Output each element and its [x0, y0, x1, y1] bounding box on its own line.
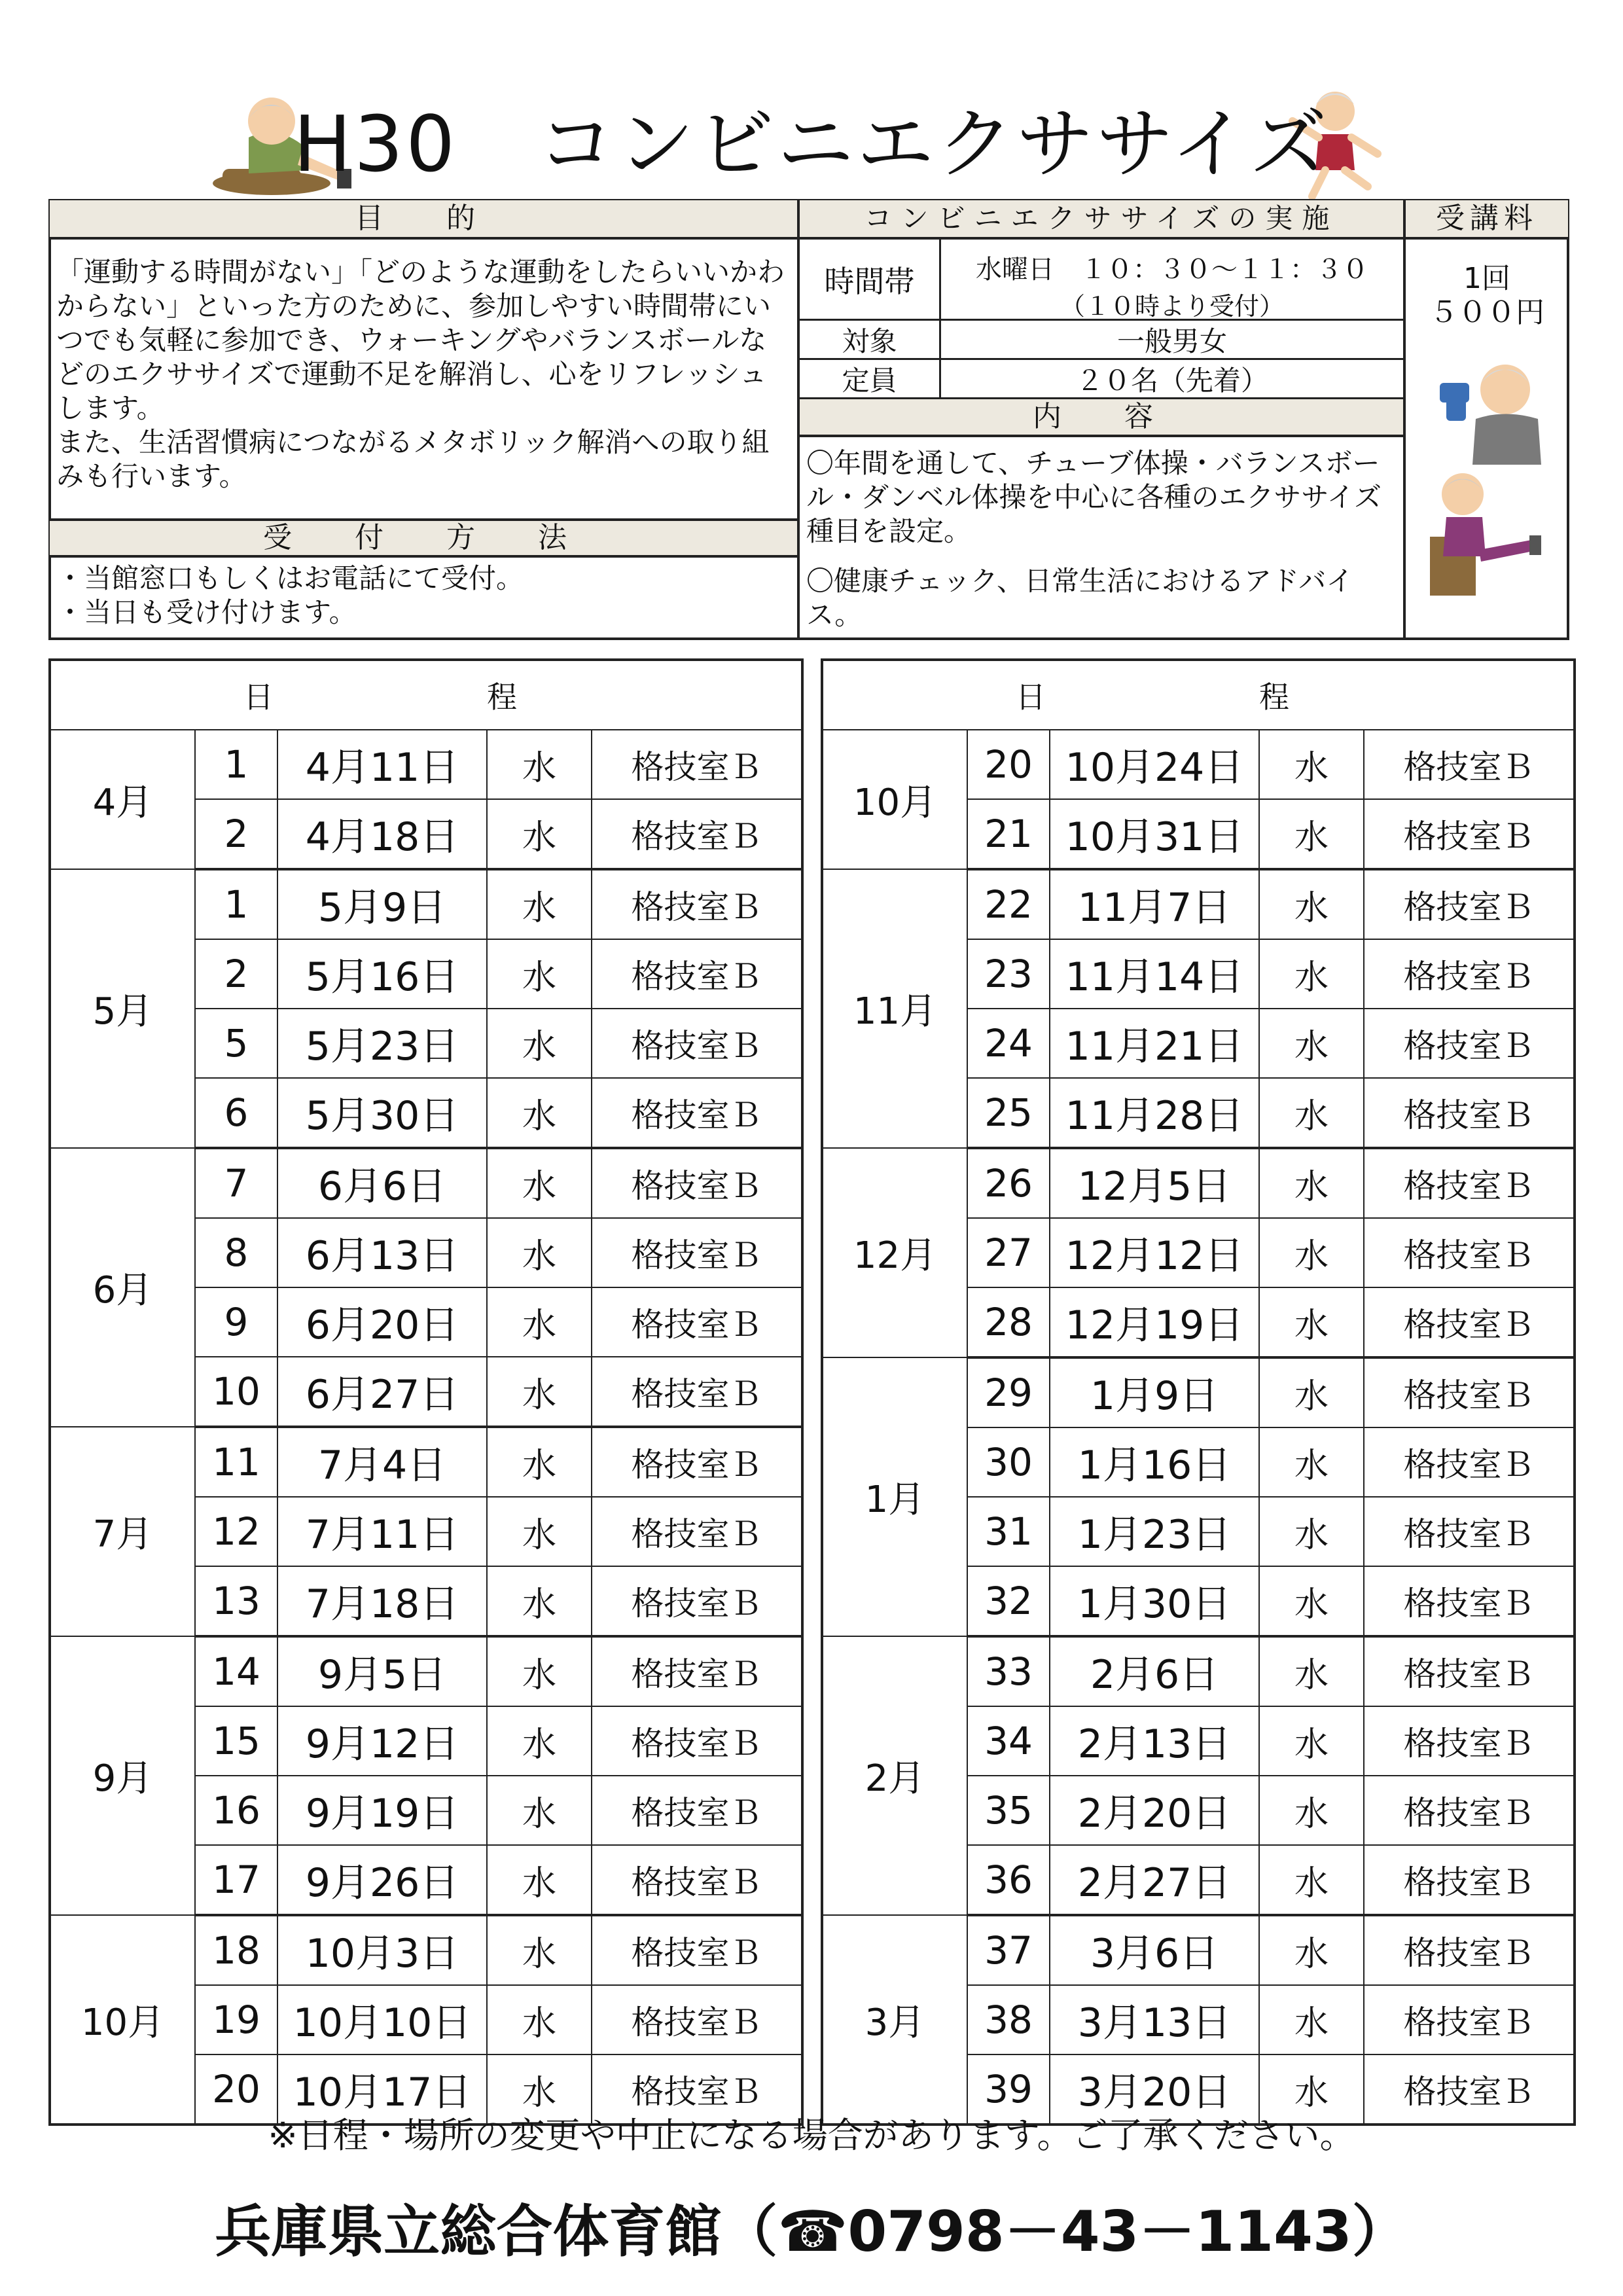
fee-line-1: 1回: [1463, 262, 1510, 295]
session-date: 12月12日: [1050, 1218, 1259, 1287]
weekday: 水: [487, 1915, 592, 1985]
session-number: 28: [967, 1287, 1050, 1357]
room: 格技室Ｂ: [1364, 1915, 1575, 1985]
room: 格技室Ｂ: [592, 1427, 802, 1497]
session-date: 2月27日: [1050, 1845, 1259, 1915]
room: 格技室Ｂ: [592, 1357, 802, 1427]
session-number: 21: [967, 799, 1050, 869]
room: 格技室Ｂ: [592, 1218, 802, 1287]
table-row: [50, 869, 802, 939]
schedule-header: 日 程: [822, 660, 1575, 730]
room: 格技室Ｂ: [1364, 1078, 1575, 1148]
table-row: [50, 1427, 802, 1497]
weekday: 水: [1259, 1009, 1364, 1078]
session-number: 9: [195, 1287, 277, 1357]
month-cell: 10月: [822, 730, 967, 869]
room: 格技室Ｂ: [1364, 1776, 1575, 1845]
month-cell: 3月: [822, 1915, 967, 2125]
session-date: 3月20日: [1050, 2054, 1259, 2125]
weekday: 水: [1259, 1287, 1364, 1357]
weekday: 水: [1259, 1497, 1364, 1566]
weekday: 水: [1259, 1078, 1364, 1148]
room: 格技室Ｂ: [592, 939, 802, 1009]
session-date: 11月14日: [1050, 939, 1259, 1009]
table-row: [822, 730, 1575, 799]
weekday: 水: [487, 1636, 592, 1706]
room: 格技室Ｂ: [1364, 1218, 1575, 1287]
weekday: 水: [1259, 1427, 1364, 1497]
weekday: 水: [487, 1706, 592, 1776]
session-number: 32: [967, 1566, 1050, 1636]
session-number: 7: [195, 1148, 277, 1218]
target-value: 一般男女: [941, 321, 1403, 360]
room: 格技室Ｂ: [1364, 1009, 1575, 1078]
room: 格技室Ｂ: [1364, 1706, 1575, 1776]
implementation-header: コンビニエクササイズの実施: [800, 200, 1403, 240]
time-value: 水曜日 １０：３０～１１：３０: [976, 255, 1368, 285]
room: 格技室Ｂ: [1364, 1427, 1575, 1497]
weekday: 水: [487, 869, 592, 939]
room: 格技室Ｂ: [592, 1148, 802, 1218]
room: 格技室Ｂ: [592, 1078, 802, 1148]
month-cell: 7月: [50, 1427, 195, 1636]
room: 格技室Ｂ: [592, 1845, 802, 1915]
session-date: 3月13日: [1050, 1985, 1259, 2054]
session-number: 6: [195, 1078, 277, 1148]
weekday: 水: [487, 2054, 592, 2125]
weekday: 水: [487, 1427, 592, 1497]
session-date: 7月18日: [277, 1566, 487, 1636]
weekday: 水: [487, 1218, 592, 1287]
session-date: 10月17日: [277, 2054, 487, 2125]
session-number: 15: [195, 1706, 277, 1776]
table-row: [822, 1148, 1575, 1218]
weekday: 水: [1259, 1845, 1364, 1915]
month-cell: 9月: [50, 1636, 195, 1915]
content-item-1: 〇年間を通して、チューブ体操・バランスボール・ダンベル体操を中心に各種のエクササイズ種目を設定。: [806, 447, 1382, 547]
session-number: 30: [967, 1427, 1050, 1497]
session-date: 1月23日: [1050, 1497, 1259, 1566]
room: 格技室Ｂ: [592, 730, 802, 799]
table-row: [822, 1636, 1575, 1706]
weekday: 水: [487, 1497, 592, 1566]
weekday: 水: [1259, 1776, 1364, 1845]
table-row: [822, 1357, 1575, 1427]
reception-item: ・当日も受け付けます。: [56, 596, 357, 628]
session-number: 2: [195, 939, 277, 1009]
table-row: [50, 730, 802, 799]
weekday: 水: [487, 1776, 592, 1845]
room: 格技室Ｂ: [1364, 1287, 1575, 1357]
session-date: 6月27日: [277, 1357, 487, 1427]
session-date: 6月6日: [277, 1148, 487, 1218]
contact-footer: 兵庫県立総合体育館（☎0798－43－1143）: [215, 2199, 1408, 2265]
session-date: 9月26日: [277, 1845, 487, 1915]
session-number: 24: [967, 1009, 1050, 1078]
room: 格技室Ｂ: [592, 1287, 802, 1357]
table-row: [50, 1148, 802, 1218]
table-row: [822, 869, 1575, 939]
table-row: [822, 1915, 1575, 1985]
session-number: 25: [967, 1078, 1050, 1148]
room: 格技室Ｂ: [592, 1985, 802, 2054]
weekday: 水: [487, 799, 592, 869]
content-item-2: 〇健康チェック、日常生活におけるアドバイス。: [806, 565, 1354, 631]
weekday: 水: [487, 730, 592, 799]
session-number: 20: [195, 2054, 277, 2125]
session-number: 22: [967, 869, 1050, 939]
session-date: 5月9日: [277, 869, 487, 939]
schedule-table-left: [48, 658, 804, 2126]
session-number: 2: [195, 799, 277, 869]
weekday: 水: [487, 1566, 592, 1636]
session-date: 3月6日: [1050, 1915, 1259, 1985]
weekday: 水: [1259, 2054, 1364, 2125]
room: 格技室Ｂ: [1364, 730, 1575, 799]
weekday: 水: [487, 1148, 592, 1218]
room: 格技室Ｂ: [1364, 1845, 1575, 1915]
weekday: 水: [487, 1078, 592, 1148]
session-date: 5月16日: [277, 939, 487, 1009]
room: 格技室Ｂ: [1364, 1357, 1575, 1427]
weekday: 水: [1259, 1985, 1364, 2054]
month-cell: 1月: [822, 1357, 967, 1636]
month-cell: 4月: [50, 730, 195, 869]
session-date: 2月13日: [1050, 1706, 1259, 1776]
table-row: [50, 1915, 802, 1985]
reception-list: [56, 562, 792, 630]
room: 格技室Ｂ: [592, 799, 802, 869]
session-date: 5月23日: [277, 1009, 487, 1078]
weekday: 水: [1259, 939, 1364, 1009]
session-date: 6月20日: [277, 1287, 487, 1357]
room: 格技室Ｂ: [1364, 1497, 1575, 1566]
session-number: 1: [195, 730, 277, 799]
session-number: 29: [967, 1357, 1050, 1427]
fee-header: 受講料: [1406, 200, 1568, 240]
fee-block: [1406, 262, 1568, 330]
session-date: 11月7日: [1050, 869, 1259, 939]
session-date: 10月24日: [1050, 730, 1259, 799]
room: 格技室Ｂ: [1364, 939, 1575, 1009]
month-cell: 11月: [822, 869, 967, 1148]
weekday: 水: [1259, 869, 1364, 939]
capacity-label: 定員: [800, 360, 941, 399]
room: 格技室Ｂ: [592, 1706, 802, 1776]
room: 格技室Ｂ: [592, 2054, 802, 2125]
weekday: 水: [1259, 1218, 1364, 1287]
target-label: 対象: [800, 321, 941, 360]
room: 格技室Ｂ: [1364, 1985, 1575, 2054]
session-number: 20: [967, 730, 1050, 799]
weekday: 水: [1259, 1706, 1364, 1776]
weekday: 水: [487, 939, 592, 1009]
time-note: （１０時より受付）: [1060, 292, 1284, 321]
schedule-note: ※日程・場所の変更や中止になる場合があります。ご了承ください。: [268, 2115, 1355, 2156]
schedule-table-right: [821, 658, 1576, 2126]
time-label: 時間帯: [800, 240, 941, 321]
room: 格技室Ｂ: [1364, 1148, 1575, 1218]
session-date: 4月11日: [277, 730, 487, 799]
session-number: 11: [195, 1427, 277, 1497]
session-number: 14: [195, 1636, 277, 1706]
room: 格技室Ｂ: [592, 1636, 802, 1706]
session-number: 16: [195, 1776, 277, 1845]
session-date: 10月10日: [277, 1985, 487, 2054]
session-date: 11月28日: [1050, 1078, 1259, 1148]
room: 格技室Ｂ: [1364, 1566, 1575, 1636]
weekday: 水: [1259, 1915, 1364, 1985]
weekday: 水: [487, 1845, 592, 1915]
weekday: 水: [487, 1287, 592, 1357]
session-number: 26: [967, 1148, 1050, 1218]
session-number: 34: [967, 1706, 1050, 1776]
session-date: 10月31日: [1050, 799, 1259, 869]
session-date: 12月5日: [1050, 1148, 1259, 1218]
weekday: 水: [487, 1009, 592, 1078]
room: 格技室Ｂ: [592, 1566, 802, 1636]
session-date: 4月18日: [277, 799, 487, 869]
content-header: 内 容: [800, 399, 1403, 437]
purpose-header: 目 的: [50, 200, 797, 240]
session-number: 18: [195, 1915, 277, 1985]
weekday: 水: [1259, 730, 1364, 799]
session-date: 7月11日: [277, 1497, 487, 1566]
session-date: 9月5日: [277, 1636, 487, 1706]
session-date: 9月12日: [277, 1706, 487, 1776]
room: 格技室Ｂ: [1364, 799, 1575, 869]
session-number: 37: [967, 1915, 1050, 1985]
table-row: [50, 1636, 802, 1706]
session-number: 39: [967, 2054, 1050, 2125]
room: 格技室Ｂ: [592, 1009, 802, 1078]
month-cell: 10月: [50, 1915, 195, 2125]
session-number: 31: [967, 1497, 1050, 1566]
weekday: 水: [1259, 1566, 1364, 1636]
room: 格技室Ｂ: [1364, 1636, 1575, 1706]
session-date: 2月6日: [1050, 1636, 1259, 1706]
session-date: 1月9日: [1050, 1357, 1259, 1427]
session-number: 5: [195, 1009, 277, 1078]
room: 格技室Ｂ: [1364, 869, 1575, 939]
weekday: 水: [1259, 1148, 1364, 1218]
reception-header: 受 付 方 法: [50, 521, 797, 558]
room: 格技室Ｂ: [592, 1915, 802, 1985]
schedule-header: 日 程: [50, 660, 802, 730]
session-date: 1月30日: [1050, 1566, 1259, 1636]
weekday: 水: [487, 1985, 592, 2054]
weekday: 水: [1259, 1636, 1364, 1706]
room: 格技室Ｂ: [592, 869, 802, 939]
session-number: 35: [967, 1776, 1050, 1845]
session-date: 5月30日: [277, 1078, 487, 1148]
session-date: 7月4日: [277, 1427, 487, 1497]
purpose-text: 「運動する時間がない」「どのような運動をしたらいいかわからない」といった方のために、参加しやすい時間帯にいつでも気軽に参加でき、ウォーキングやバランスボールなどのエクササイズで運動不足を解消し、心をリフレッシュします。 また、生活習慣病につながるメタボリック解消への取り組みも行います。: [56, 256, 785, 492]
page-title: H30 コンビニエクササイズ: [293, 99, 1330, 189]
session-number: 10: [195, 1357, 277, 1427]
time-cell: [941, 240, 1403, 321]
session-date: 1月16日: [1050, 1427, 1259, 1497]
session-number: 19: [195, 1985, 277, 2054]
fee-line-2: ５００円: [1429, 296, 1544, 329]
session-date: 11月21日: [1050, 1009, 1259, 1078]
session-number: 33: [967, 1636, 1050, 1706]
session-number: 27: [967, 1218, 1050, 1287]
weekday: 水: [487, 1357, 592, 1427]
session-date: 6月13日: [277, 1218, 487, 1287]
month-cell: 2月: [822, 1636, 967, 1915]
month-cell: 6月: [50, 1148, 195, 1427]
session-number: 38: [967, 1985, 1050, 2054]
session-number: 23: [967, 939, 1050, 1009]
month-cell: 12月: [822, 1148, 967, 1357]
session-number: 12: [195, 1497, 277, 1566]
weekday: 水: [1259, 1357, 1364, 1427]
room: 格技室Ｂ: [592, 1776, 802, 1845]
session-date: 10月3日: [277, 1915, 487, 1985]
session-number: 13: [195, 1566, 277, 1636]
session-number: 17: [195, 1845, 277, 1915]
session-number: 1: [195, 869, 277, 939]
month-cell: 5月: [50, 869, 195, 1148]
room: 格技室Ｂ: [592, 1497, 802, 1566]
session-date: 9月19日: [277, 1776, 487, 1845]
session-number: 8: [195, 1218, 277, 1287]
session-date: 12月19日: [1050, 1287, 1259, 1357]
weekday: 水: [1259, 799, 1364, 869]
room: 格技室Ｂ: [1364, 2054, 1575, 2125]
capacity-value: ２０名（先着）: [941, 360, 1403, 399]
reception-item: ・当館窓口もしくはお電話にて受付。: [56, 562, 524, 594]
session-number: 36: [967, 1845, 1050, 1915]
session-date: 2月20日: [1050, 1776, 1259, 1845]
